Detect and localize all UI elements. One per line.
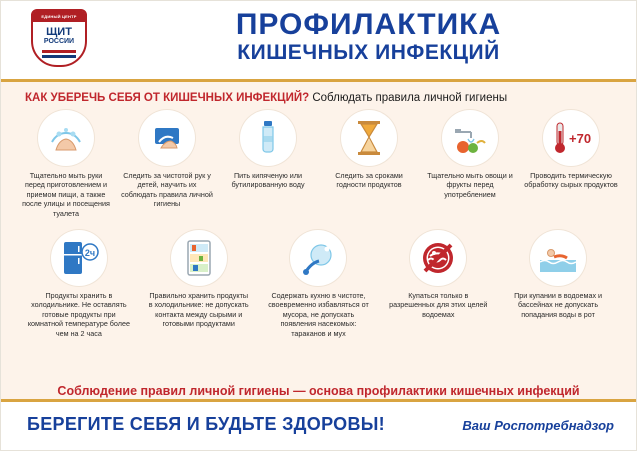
subhead xyxy=(25,92,626,104)
logo-bar-blue xyxy=(42,55,76,58)
shield-icon xyxy=(31,9,87,67)
tip-item xyxy=(266,230,370,338)
logo-line1: ЩИТ xyxy=(46,26,72,38)
pool-swimming-icon xyxy=(530,230,586,286)
tip-text: При купании в водоемах и бассейнах не допускать попадания воды в рот xyxy=(514,291,603,319)
logo xyxy=(23,7,95,73)
tip-text: Правильно хранить продукты в холодильнике: не допускать контакта между сырыми и готовыми продуктами xyxy=(148,291,249,329)
logo-cap-text: ЕДИНЫЙ ЦЕНТР xyxy=(33,11,85,22)
hourglass-icon xyxy=(341,110,397,166)
thermometer-70-icon xyxy=(543,110,599,166)
clean-hands-child-icon xyxy=(139,110,195,166)
page-title xyxy=(111,9,626,65)
tip-text: Содержать кухню в чистоте, своевременно избавляться от мусора, не допускать появления насекомых: тараканов и мух xyxy=(268,291,369,338)
fridge-2hours-icon xyxy=(51,230,107,286)
tip-text: Продукты хранить в холодильнике. Не оставлять готовые продукты при комнатной температуре более чем на 2 часа xyxy=(27,291,130,338)
tip-text: Пить кипяченую или бутилированную воду xyxy=(231,171,305,190)
svg-text:+70: +70 xyxy=(569,131,592,146)
tip-text: Тщательно мыть руки перед приготовлением и приемом пищи, а также после улицы и посещения туалета xyxy=(22,171,110,218)
handwash-icon xyxy=(38,110,94,166)
tip-text: Тщательно мыть овощи и фрукты перед употреблением xyxy=(427,171,513,199)
water-bottle-icon xyxy=(240,110,296,166)
tip-item xyxy=(506,230,610,338)
tip-item xyxy=(27,230,131,338)
tip-text: Проводить термическую обработку сырых продуктов xyxy=(524,171,618,190)
clean-kitchen-icon xyxy=(290,230,346,286)
svg-text:2ч: 2ч xyxy=(84,248,96,259)
tip-text: Следить за сроками годности продуктов xyxy=(335,171,403,190)
logo-line2: РОССИИ xyxy=(43,38,75,45)
tip-item xyxy=(221,110,315,218)
subhead-answer: Соблюдать правила личной гигиены xyxy=(312,92,508,104)
tip-item xyxy=(386,230,490,338)
fridge-storage-icon xyxy=(171,230,227,286)
tip-item xyxy=(423,110,517,218)
tip-item xyxy=(524,110,618,218)
tip-item xyxy=(120,110,214,218)
no-swimming-icon xyxy=(410,230,466,286)
title-line-1: ПРОФИЛАКТИКА xyxy=(235,8,502,41)
poster-body xyxy=(1,82,636,450)
tip-text: Следить за чистотой рук у детей, научить их соблюдать правила личной гигиены xyxy=(121,171,213,209)
footer-signature: Ваш Роспотребнадзор xyxy=(462,418,614,433)
tip-item xyxy=(322,110,416,218)
tips-row-1 xyxy=(11,110,626,218)
tips-row-2 xyxy=(11,230,626,338)
footer-slogan: БЕРЕГИТЕ СЕБЯ И БУДЬТЕ ЗДОРОВЫ! xyxy=(27,414,385,434)
title-line-2: КИШЕЧНЫХ ИНФЕКЦИЙ xyxy=(237,41,500,64)
tip-item xyxy=(147,230,251,338)
subhead-question: КАК УБЕРЕЧЬ СЕБЯ ОТ КИШЕЧНЫХ ИНФЕКЦИЙ? xyxy=(25,92,310,104)
poster-header xyxy=(1,1,636,82)
poster-footer xyxy=(1,399,636,450)
wash-vegetables-icon xyxy=(442,110,498,166)
tip-item xyxy=(19,110,113,218)
footer-message: Соблюдение правил личной гигиены — основа профилактики кишечных инфекций xyxy=(57,384,580,398)
logo-bar-red xyxy=(42,50,76,53)
tip-text: Купаться только в разрешенных для этих целей водоемах xyxy=(389,291,488,319)
